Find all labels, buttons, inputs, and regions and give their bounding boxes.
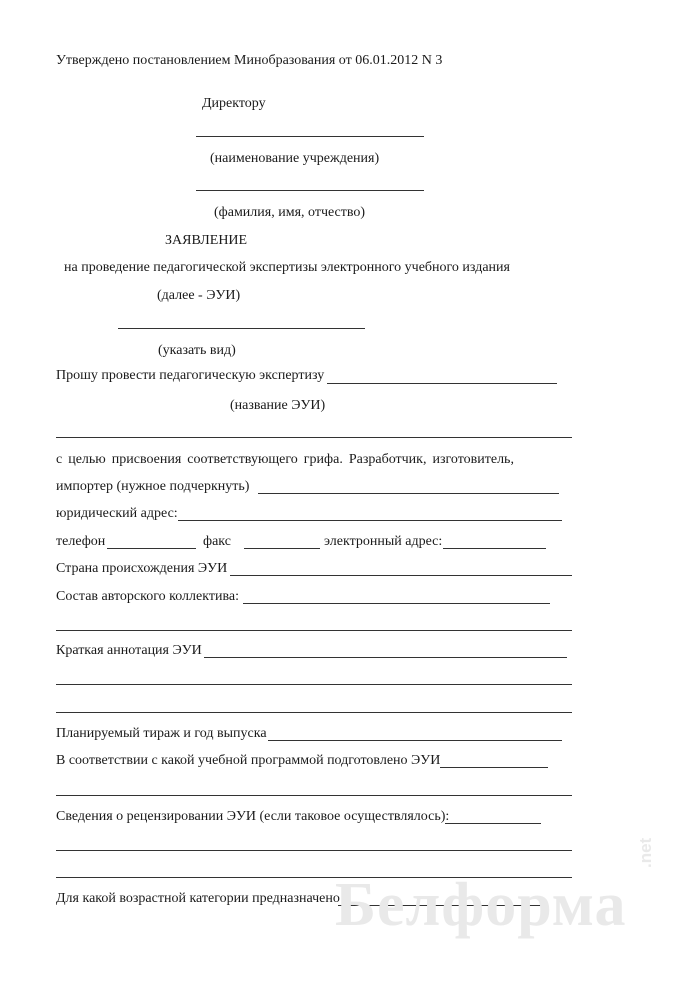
phone-field[interactable] [107, 548, 196, 549]
watermark-domain: .net [636, 837, 655, 868]
country-field[interactable] [230, 575, 572, 576]
country-label: Страна происхождения ЭУИ [56, 561, 228, 576]
circulation-field[interactable] [268, 740, 562, 741]
program-field-continued[interactable] [56, 795, 572, 796]
fax-label: факс [203, 534, 231, 549]
purpose-word: грифа. [303, 452, 343, 467]
program-field[interactable] [440, 767, 548, 768]
circulation-label: Планируемый тираж и год выпуска [56, 726, 267, 741]
eui-title-hint: (название ЭУИ) [230, 398, 326, 413]
institution-hint: (наименование учреждения) [210, 151, 380, 166]
purpose-word: целью [68, 452, 106, 467]
importer-label: импортер (нужное подчеркнуть) [56, 479, 250, 494]
annotation-field[interactable] [204, 657, 567, 658]
institution-field[interactable] [196, 136, 424, 137]
addressee-director: Директору [202, 96, 266, 111]
reviews-label: Сведения о рецензировании ЭУИ (если таковое осуществлялось): [56, 809, 450, 824]
authors-field[interactable] [243, 603, 550, 604]
document-heading: ЗАЯВЛЕНИЕ [165, 233, 248, 248]
annotation-field-line-3[interactable] [56, 712, 572, 713]
kind-field[interactable] [118, 328, 365, 329]
purpose-line [56, 452, 514, 468]
legal-address-label: юридический адрес: [56, 506, 178, 521]
authors-field-continued[interactable] [56, 630, 572, 631]
purpose-word: соответствующего [187, 452, 298, 467]
email-field[interactable] [443, 548, 546, 549]
approval-line: Утверждено постановлением Минобразования от 06.01.2012 N 3 [56, 53, 443, 68]
purpose-word: изготовитель, [432, 452, 514, 467]
document-subtitle: на проведение педагогической экспертизы электронного учебного издания [64, 260, 510, 275]
importer-field[interactable] [258, 493, 559, 494]
eui-title-field-continued[interactable] [56, 437, 572, 438]
phone-label: телефон [56, 534, 106, 549]
abbreviation-note: (далее - ЭУИ) [157, 288, 241, 303]
request-label: Прошу провести педагогическую экспертизу [56, 368, 325, 383]
annotation-field-line-2[interactable] [56, 684, 572, 685]
watermark-brand: Белформа [335, 871, 627, 939]
authors-label: Состав авторского коллектива: [56, 589, 239, 604]
email-label: электронный адрес: [324, 534, 443, 549]
legal-address-field[interactable] [178, 520, 562, 521]
fax-field[interactable] [244, 548, 320, 549]
name-hint: (фамилия, имя, отчество) [214, 205, 366, 220]
purpose-word: присвоения [111, 452, 182, 467]
applicant-name-field[interactable] [196, 190, 424, 191]
eui-title-field[interactable] [327, 383, 557, 384]
kind-hint: (указать вид) [158, 343, 236, 358]
reviews-field-line-2[interactable] [56, 850, 572, 851]
age-label: Для какой возрастной категории предназначено [56, 891, 340, 906]
purpose-word: Разработчик, [348, 452, 427, 467]
purpose-word: с [56, 452, 63, 467]
reviews-field[interactable] [445, 823, 541, 824]
annotation-label: Краткая аннотация ЭУИ [56, 643, 202, 658]
program-label: В соответствии с какой учебной программой подготовлено ЭУИ [56, 753, 441, 768]
